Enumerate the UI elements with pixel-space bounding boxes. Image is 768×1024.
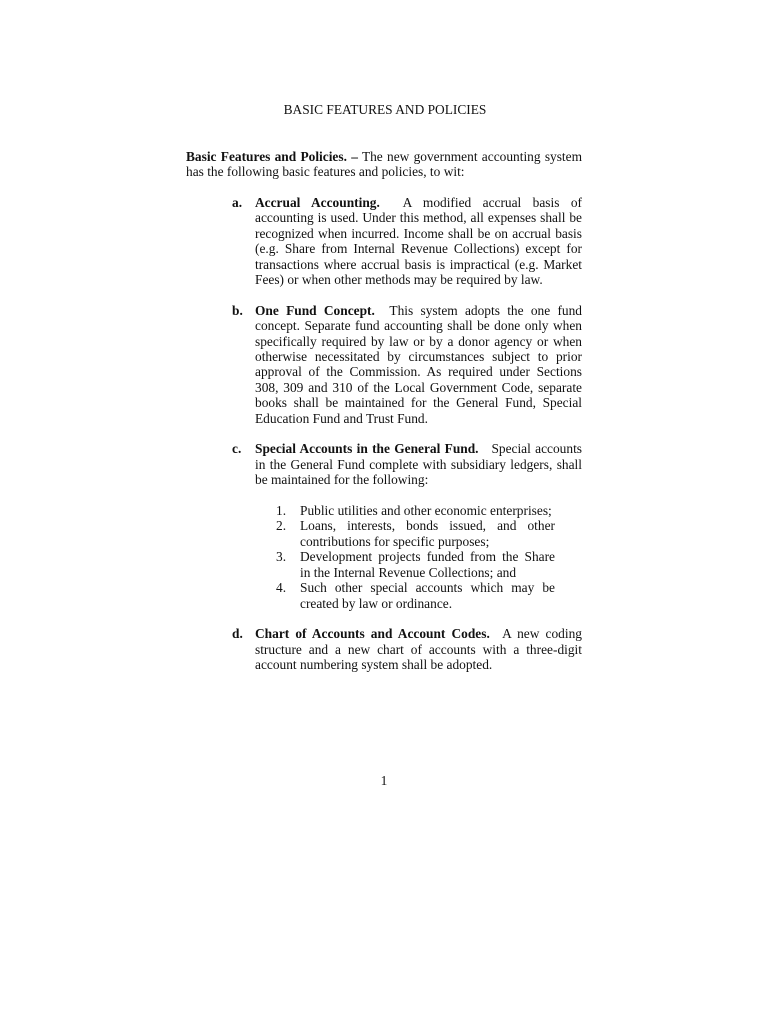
feature-heading: Special Accounts in the General Fund.: [255, 441, 479, 457]
feature-body: [255, 626, 582, 672]
list-item: [276, 518, 555, 549]
features-list: [232, 195, 582, 688]
list-item: [276, 580, 555, 611]
page-number: 1: [380, 773, 388, 788]
feature-text: This system adopts the one fund concept. Separate fund accounting shall be done only when specifically required by law or by a donor agency or when otherwise necessitated by circumstances subject to prior approval of the Commission. As required under Sections 308, 309 and 310 of the Local Government Code, separate books shall be maintained for the General Fund, Special Education Fund and Trust Fund.: [255, 302, 582, 426]
feature-text: A new coding structure and a new chart of accounts with a three-digit account numbering system shall be adopted.: [255, 626, 582, 673]
list-item-text: Development projects funded from the Share in the Internal Revenue Collections; and: [300, 549, 555, 580]
list-item-number: 2.: [276, 518, 287, 534]
list-item-text: Loans, interests, bonds issued, and other contributions for specific purposes;: [300, 518, 555, 549]
intro-heading: Basic Features and Policies. –: [186, 149, 358, 164]
list-item-text: Public utilities and other economic enterprises;: [300, 503, 552, 519]
special-accounts-list: [276, 503, 555, 611]
feature-paragraph: [255, 441, 582, 487]
feature-accrual-accounting: [232, 195, 582, 287]
feature-body: [255, 303, 582, 426]
list-item-number: 1.: [276, 503, 287, 519]
intro-paragraph: [186, 149, 582, 180]
feature-letter: b.: [232, 302, 243, 318]
feature-body: [255, 441, 582, 610]
feature-letter: c.: [232, 441, 242, 457]
feature-heading: Chart of Accounts and Account Codes.: [255, 626, 490, 642]
list-item-text: Such other special accounts which may be created by law or ordinance.: [300, 580, 555, 611]
feature-chart-of-accounts: [232, 626, 582, 672]
feature-one-fund-concept: [232, 303, 582, 426]
list-item-number: 4.: [276, 580, 287, 596]
feature-letter: d.: [232, 626, 243, 642]
feature-text: A modified accrual basis of accounting is used. Under this method, all expenses shall be recognized when incurred. Income shall be on accrual basis (e.g. Share from Internal Revenue Collections) except for transactions where accrual basis is impractical (e.g. Market Fees) or when other methods may be required by law.: [255, 195, 582, 288]
feature-text: Special accounts in the General Fund complete with subsidiary ledgers, shall be maintained for the following:: [255, 441, 583, 488]
list-item: [276, 549, 555, 580]
list-item-number: 3.: [276, 549, 287, 565]
feature-letter: a.: [232, 195, 243, 210]
feature-heading: Accrual Accounting.: [255, 195, 380, 210]
page-title: BASIC FEATURES AND POLICIES: [283, 102, 487, 117]
feature-special-accounts: [232, 441, 582, 610]
intro-text: The new government accounting system has the following basic features and policies, to wit:: [186, 149, 583, 180]
list-item: [276, 503, 555, 518]
feature-heading: One Fund Concept.: [255, 302, 375, 318]
feature-body: [255, 195, 582, 287]
